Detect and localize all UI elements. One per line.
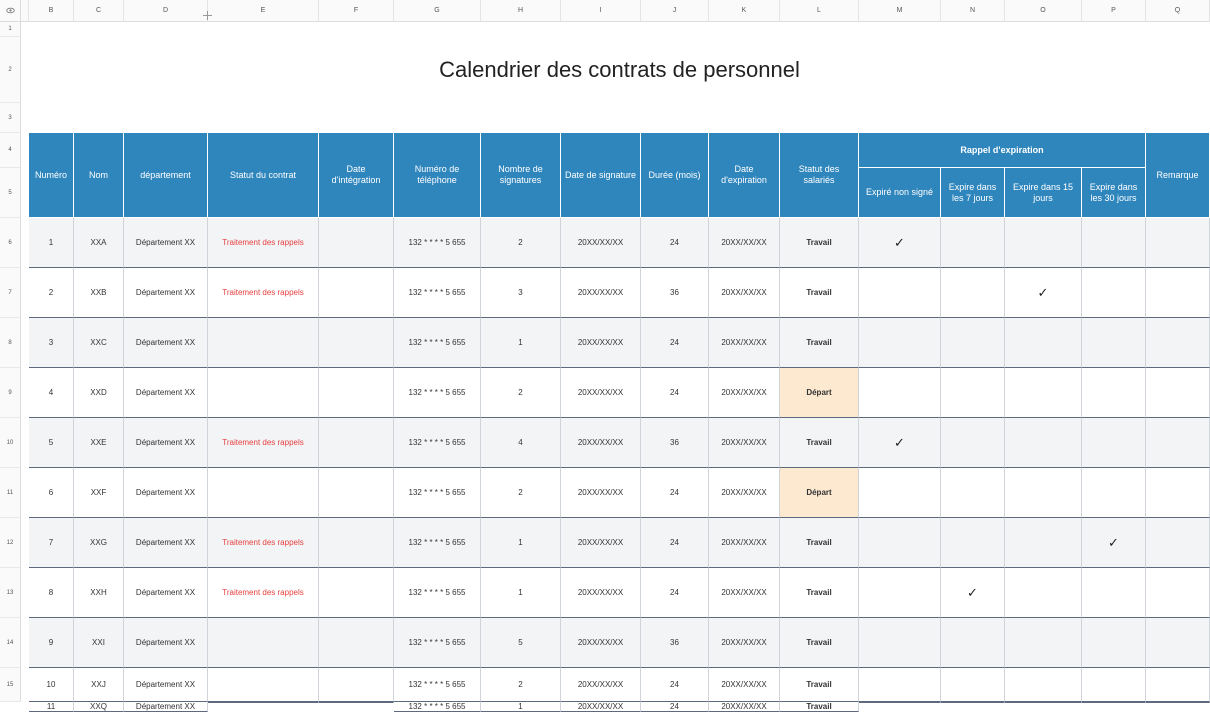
checkmark-icon: ✓ xyxy=(1037,284,1049,300)
checkmark-icon: ✓ xyxy=(1108,534,1119,550)
cell-date-signature[interactable]: 20XX/XX/XX xyxy=(561,518,641,568)
row-header-2[interactable]: 2 xyxy=(0,37,21,103)
cell-nom[interactable]: XXF xyxy=(74,468,124,518)
cell-statut-salarie[interactable]: Travail xyxy=(780,518,859,568)
cell-date-expiration[interactable]: 20XX/XX/XX xyxy=(709,468,780,518)
cell-remarque[interactable] xyxy=(1146,218,1210,268)
header-numero[interactable]: Numéro xyxy=(29,133,74,218)
cell-statut-salarie[interactable]: Départ xyxy=(780,468,859,518)
column-header-o[interactable]: O xyxy=(1005,0,1082,22)
cell-date-signature[interactable]: 20XX/XX/XX xyxy=(561,568,641,618)
cell-expiration-reminder[interactable] xyxy=(859,268,941,318)
cell-expiration-reminder[interactable] xyxy=(1082,418,1146,468)
cell-date-signature[interactable]: 20XX/XX/XX xyxy=(561,702,641,712)
cell-expiration-reminder[interactable] xyxy=(1005,368,1082,418)
cell-remarque[interactable] xyxy=(1146,518,1210,568)
column-header-m[interactable]: M xyxy=(859,0,941,22)
column-header-d[interactable]: D xyxy=(124,0,208,22)
cell-expiration-reminder[interactable] xyxy=(1082,318,1146,368)
header-expire-non-signe[interactable]: Expiré non signé xyxy=(859,168,941,218)
row-header-8[interactable]: 8 xyxy=(0,318,21,368)
cell-expiration-reminder[interactable] xyxy=(859,518,941,568)
cell-expiration-reminder[interactable] xyxy=(941,568,1005,618)
cell-duree[interactable]: 24 xyxy=(641,518,709,568)
cell-nom[interactable]: XXQ xyxy=(74,702,124,712)
cell-remarque[interactable] xyxy=(1146,368,1210,418)
cell-departement[interactable]: Département XX xyxy=(124,368,208,418)
cell-expiration-reminder[interactable] xyxy=(941,618,1005,668)
cell-expiration-reminder[interactable] xyxy=(941,518,1005,568)
header-departement[interactable]: département xyxy=(124,133,208,218)
cell-date-signature[interactable]: 20XX/XX/XX xyxy=(561,218,641,268)
cell-remarque[interactable] xyxy=(1146,418,1210,468)
header-telephone[interactable]: Numéro de téléphone xyxy=(394,133,481,218)
cell-numero[interactable]: 10 xyxy=(29,668,74,702)
cell-date-expiration[interactable]: 20XX/XX/XX xyxy=(709,702,780,712)
header-expire-15[interactable]: Expire dans 15 jours xyxy=(1005,168,1082,218)
cell-date-integration[interactable] xyxy=(319,668,394,702)
cell-expiration-reminder[interactable] xyxy=(859,618,941,668)
cell-duree[interactable]: 24 xyxy=(641,318,709,368)
header-duree[interactable]: Durée (mois) xyxy=(641,133,709,218)
cell-expiration-reminder[interactable] xyxy=(941,318,1005,368)
column-header-f[interactable]: F xyxy=(319,0,394,22)
cell-statut-salarie[interactable]: Départ xyxy=(780,368,859,418)
cell-expiration-reminder[interactable] xyxy=(1005,568,1082,618)
cell-expiration-reminder[interactable] xyxy=(1005,268,1082,318)
cell-duree[interactable]: 24 xyxy=(641,218,709,268)
cell-expiration-reminder[interactable] xyxy=(941,702,1005,703)
cell-nom[interactable]: XXE xyxy=(74,418,124,468)
cell-nom[interactable]: XXJ xyxy=(74,668,124,702)
cell-expiration-reminder[interactable] xyxy=(1005,218,1082,268)
row-header-6[interactable]: 6 xyxy=(0,218,21,268)
cell-departement[interactable]: Département XX xyxy=(124,618,208,668)
cell-departement[interactable]: Département XX xyxy=(124,418,208,468)
cell-date-integration[interactable] xyxy=(319,618,394,668)
row-header-1[interactable]: 1 xyxy=(0,22,21,37)
cell-nom[interactable]: XXG xyxy=(74,518,124,568)
cell-statut-contrat[interactable]: Traitement des rappels xyxy=(208,218,319,268)
cell-remarque[interactable] xyxy=(1146,318,1210,368)
cell-date-signature[interactable]: 20XX/XX/XX xyxy=(561,468,641,518)
cell-signatures[interactable]: 2 xyxy=(481,668,561,702)
cell-expiration-reminder[interactable] xyxy=(1082,468,1146,518)
cell-remarque[interactable] xyxy=(1146,268,1210,318)
cell-expiration-reminder[interactable] xyxy=(859,568,941,618)
cell-statut-salarie[interactable]: Travail xyxy=(780,618,859,668)
column-header-j[interactable]: J xyxy=(641,0,709,22)
row-header-3[interactable]: 3 xyxy=(0,103,21,133)
cell-duree[interactable]: 36 xyxy=(641,618,709,668)
cell-nom[interactable]: XXC xyxy=(74,318,124,368)
column-header-h[interactable]: H xyxy=(481,0,561,22)
column-header-l[interactable]: L xyxy=(780,0,859,22)
row-header-10[interactable]: 10 xyxy=(0,418,21,468)
cell-expiration-reminder[interactable] xyxy=(859,668,941,702)
cell-expiration-reminder[interactable] xyxy=(859,218,941,268)
row-header-15[interactable]: 15 xyxy=(0,668,21,702)
row-header-11[interactable]: 11 xyxy=(0,468,21,518)
cell-statut-contrat[interactable] xyxy=(208,702,319,703)
cell-duree[interactable]: 24 xyxy=(641,668,709,702)
cell-telephone[interactable]: 132 * * * * 5 655 xyxy=(394,268,481,318)
cell-telephone[interactable]: 132 * * * * 5 655 xyxy=(394,518,481,568)
cell-signatures[interactable]: 2 xyxy=(481,218,561,268)
column-header-p[interactable]: P xyxy=(1082,0,1146,22)
column-header-a[interactable] xyxy=(21,0,29,22)
cell-numero[interactable]: 4 xyxy=(29,368,74,418)
row-header-12[interactable]: 12 xyxy=(0,518,21,568)
checkmark-icon: ✓ xyxy=(894,234,905,250)
cell-statut-salarie[interactable]: Travail xyxy=(780,218,859,268)
cell-expiration-reminder[interactable] xyxy=(941,268,1005,318)
cell-date-integration[interactable] xyxy=(319,468,394,518)
column-header-k[interactable]: K xyxy=(709,0,780,22)
cell-expiration-reminder[interactable] xyxy=(1005,702,1082,703)
cell-expiration-reminder[interactable] xyxy=(1082,368,1146,418)
cell-date-expiration[interactable]: 20XX/XX/XX xyxy=(709,418,780,468)
cell-date-signature[interactable]: 20XX/XX/XX xyxy=(561,268,641,318)
cell-expiration-reminder[interactable] xyxy=(859,702,941,703)
checkmark-icon: ✓ xyxy=(894,434,905,450)
cell-date-integration[interactable] xyxy=(319,418,394,468)
cell-date-expiration[interactable]: 20XX/XX/XX xyxy=(709,318,780,368)
cell-date-expiration[interactable]: 20XX/XX/XX xyxy=(709,618,780,668)
column-header-c[interactable]: C xyxy=(74,0,124,22)
cell-statut-salarie[interactable]: Travail xyxy=(780,568,859,618)
header-statut-contrat[interactable]: Statut du contrat xyxy=(208,133,319,218)
cell-nom[interactable]: XXD xyxy=(74,368,124,418)
header-remarque[interactable]: Remarque xyxy=(1146,133,1210,218)
cell-statut-contrat[interactable]: Traitement des rappels xyxy=(208,418,319,468)
header-expire-7[interactable]: Expire dans les 7 jours xyxy=(941,168,1005,218)
cell-signatures[interactable]: 4 xyxy=(481,418,561,468)
plus-cursor-icon xyxy=(203,7,212,16)
cell-duree[interactable]: 36 xyxy=(641,418,709,468)
cell-telephone[interactable]: 132 * * * * 5 655 xyxy=(394,468,481,518)
column-header-e[interactable]: E xyxy=(208,0,319,22)
cell-departement[interactable]: Département XX xyxy=(124,468,208,518)
cell-remarque[interactable] xyxy=(1146,468,1210,518)
cell-statut-salarie[interactable]: Travail xyxy=(780,318,859,368)
cell-date-integration[interactable] xyxy=(319,368,394,418)
cell-expiration-reminder[interactable] xyxy=(859,418,941,468)
cell-signatures[interactable]: 1 xyxy=(481,318,561,368)
cell-date-signature[interactable]: 20XX/XX/XX xyxy=(561,368,641,418)
cell-statut-contrat[interactable]: Traitement des rappels xyxy=(208,518,319,568)
header-date-signature[interactable]: Date de signature xyxy=(561,133,641,218)
cell-expiration-reminder[interactable] xyxy=(1082,218,1146,268)
cell-statut-contrat[interactable] xyxy=(208,368,319,418)
cell-date-integration[interactable] xyxy=(319,318,394,368)
cell-departement[interactable]: Département XX xyxy=(124,518,208,568)
cell-telephone[interactable]: 132 * * * * 5 655 xyxy=(394,318,481,368)
cell-date-integration[interactable] xyxy=(319,268,394,318)
cell-expiration-reminder[interactable] xyxy=(1082,268,1146,318)
cell-expiration-reminder[interactable] xyxy=(859,368,941,418)
cell-departement[interactable]: Département XX xyxy=(124,318,208,368)
cell-expiration-reminder[interactable] xyxy=(1082,568,1146,618)
cell-statut-contrat[interactable]: Traitement des rappels xyxy=(208,268,319,318)
cell-signatures[interactable]: 2 xyxy=(481,368,561,418)
row-header-4[interactable]: 4 xyxy=(0,133,21,168)
column-header-n[interactable]: N xyxy=(941,0,1005,22)
header-statut-salaries[interactable]: Statut des salariés xyxy=(780,133,859,218)
cell-expiration-reminder[interactable] xyxy=(941,368,1005,418)
cell-departement[interactable]: Département XX xyxy=(124,668,208,702)
cell-expiration-reminder[interactable] xyxy=(1005,668,1082,702)
cell-date-integration[interactable] xyxy=(319,568,394,618)
cell-numero[interactable]: 6 xyxy=(29,468,74,518)
cell-signatures[interactable]: 1 xyxy=(481,568,561,618)
cell-numero[interactable]: 1 xyxy=(29,218,74,268)
cell-expiration-reminder[interactable] xyxy=(1082,668,1146,702)
checkmark-icon: ✓ xyxy=(967,584,978,600)
cell-signatures[interactable]: 1 xyxy=(481,518,561,568)
cell-expiration-reminder[interactable] xyxy=(859,468,941,518)
cell-duree[interactable]: 24 xyxy=(641,468,709,518)
cell-date-expiration[interactable]: 20XX/XX/XX xyxy=(709,518,780,568)
cell-numero[interactable]: 9 xyxy=(29,618,74,668)
cell-telephone[interactable]: 132 * * * * 5 655 xyxy=(394,668,481,702)
cell-departement[interactable]: Département XX xyxy=(124,268,208,318)
cell-expiration-reminder[interactable] xyxy=(1082,618,1146,668)
row-header-13[interactable]: 13 xyxy=(0,568,21,618)
cell-numero[interactable]: 8 xyxy=(29,568,74,618)
cell-remarque[interactable] xyxy=(1146,668,1210,702)
cell-statut-salarie[interactable]: Travail xyxy=(780,418,859,468)
cell-numero[interactable]: 11 xyxy=(29,702,74,712)
cell-expiration-reminder[interactable] xyxy=(1005,468,1082,518)
cell-expiration-reminder[interactable] xyxy=(859,318,941,368)
cell-date-integration[interactable] xyxy=(319,518,394,568)
cell-date-signature[interactable]: 20XX/XX/XX xyxy=(561,668,641,702)
column-header-b[interactable]: B xyxy=(29,0,74,22)
cell-signatures[interactable]: 2 xyxy=(481,468,561,518)
cell-nom[interactable]: XXH xyxy=(74,568,124,618)
cell-date-expiration[interactable]: 20XX/XX/XX xyxy=(709,218,780,268)
cell-signatures[interactable]: 3 xyxy=(481,268,561,318)
cell-statut-contrat[interactable] xyxy=(208,468,319,518)
cell-remarque[interactable] xyxy=(1146,568,1210,618)
cell-date-signature[interactable]: 20XX/XX/XX xyxy=(561,418,641,468)
cell-date-signature[interactable]: 20XX/XX/XX xyxy=(561,318,641,368)
cell-statut-contrat[interactable]: Traitement des rappels xyxy=(208,568,319,618)
cell-telephone[interactable]: 132 * * * * 5 655 xyxy=(394,418,481,468)
cell-duree[interactable]: 24 xyxy=(641,568,709,618)
cell-expiration-reminder[interactable] xyxy=(1082,702,1146,703)
cell-statut-contrat[interactable] xyxy=(208,618,319,668)
cell-numero[interactable]: 5 xyxy=(29,418,74,468)
cell-expiration-reminder[interactable] xyxy=(1005,418,1082,468)
cell-telephone[interactable]: 132 * * * * 5 655 xyxy=(394,618,481,668)
cell-departement[interactable]: Département XX xyxy=(124,568,208,618)
row-header-14[interactable]: 14 xyxy=(0,618,21,668)
cell-departement[interactable]: Département XX xyxy=(124,702,208,712)
header-expire-30[interactable]: Expire dans les 30 jours xyxy=(1082,168,1146,218)
row-header-7[interactable]: 7 xyxy=(0,268,21,318)
cell-signatures[interactable]: 5 xyxy=(481,618,561,668)
cell-numero[interactable]: 3 xyxy=(29,318,74,368)
cell-date-integration[interactable] xyxy=(319,218,394,268)
row-header-5[interactable]: 5 xyxy=(0,168,21,218)
cell-date-expiration[interactable]: 20XX/XX/XX xyxy=(709,368,780,418)
cell-duree[interactable]: 24 xyxy=(641,702,709,712)
cell-duree[interactable]: 24 xyxy=(641,368,709,418)
column-header-g[interactable]: G xyxy=(394,0,481,22)
cell-date-signature[interactable]: 20XX/XX/XX xyxy=(561,618,641,668)
cell-statut-contrat[interactable] xyxy=(208,318,319,368)
cell-duree[interactable]: 36 xyxy=(641,268,709,318)
cell-departement[interactable]: Département XX xyxy=(124,218,208,268)
cell-telephone[interactable]: 132 * * * * 5 655 xyxy=(394,702,481,712)
eye-icon xyxy=(6,6,15,15)
cell-statut-salarie[interactable]: Travail xyxy=(780,668,859,702)
cell-date-integration[interactable] xyxy=(319,702,394,703)
cell-nom[interactable]: XXI xyxy=(74,618,124,668)
cell-expiration-reminder[interactable] xyxy=(1005,618,1082,668)
cell-expiration-reminder[interactable] xyxy=(941,468,1005,518)
cell-statut-salarie[interactable]: Travail xyxy=(780,268,859,318)
cell-nom[interactable]: XXB xyxy=(74,268,124,318)
cell-expiration-reminder[interactable] xyxy=(941,668,1005,702)
cell-remarque[interactable] xyxy=(1146,618,1210,668)
cell-telephone[interactable]: 132 * * * * 5 655 xyxy=(394,568,481,618)
cell-statut-salarie[interactable]: Travail xyxy=(780,702,859,712)
cell-signatures[interactable]: 1 xyxy=(481,702,561,712)
header-rappel-expiration[interactable]: Rappel d'expiration xyxy=(859,133,1146,168)
header-nb-signatures[interactable]: Nombre de signatures xyxy=(481,133,561,218)
cell-remarque[interactable] xyxy=(1146,702,1210,703)
cell-telephone[interactable]: 132 * * * * 5 655 xyxy=(394,368,481,418)
cell-date-expiration[interactable]: 20XX/XX/XX xyxy=(709,268,780,318)
cell-numero[interactable]: 7 xyxy=(29,518,74,568)
row-header-9[interactable]: 9 xyxy=(0,368,21,418)
cell-telephone[interactable]: 132 * * * * 5 655 xyxy=(394,218,481,268)
select-all-corner[interactable] xyxy=(0,0,21,22)
sheet-title[interactable]: Calendrier des contrats de personnel xyxy=(439,57,800,82)
cell-date-expiration[interactable]: 20XX/XX/XX xyxy=(709,568,780,618)
header-nom[interactable]: Nom xyxy=(74,133,124,218)
cell-expiration-reminder[interactable] xyxy=(1005,318,1082,368)
cell-expiration-reminder[interactable] xyxy=(941,418,1005,468)
cell-nom[interactable]: XXA xyxy=(74,218,124,268)
header-date-expiration[interactable]: Date d'expiration xyxy=(709,133,780,218)
column-header-i[interactable]: I xyxy=(561,0,641,22)
header-date-integration[interactable]: Date d'intégration xyxy=(319,133,394,218)
column-header-q[interactable]: Q xyxy=(1146,0,1210,22)
cell-expiration-reminder[interactable] xyxy=(1005,518,1082,568)
cell-expiration-reminder[interactable] xyxy=(1082,518,1146,568)
cell-expiration-reminder[interactable] xyxy=(941,218,1005,268)
cell-statut-contrat[interactable] xyxy=(208,668,319,702)
cell-date-expiration[interactable]: 20XX/XX/XX xyxy=(709,668,780,702)
cell-numero[interactable]: 2 xyxy=(29,268,74,318)
